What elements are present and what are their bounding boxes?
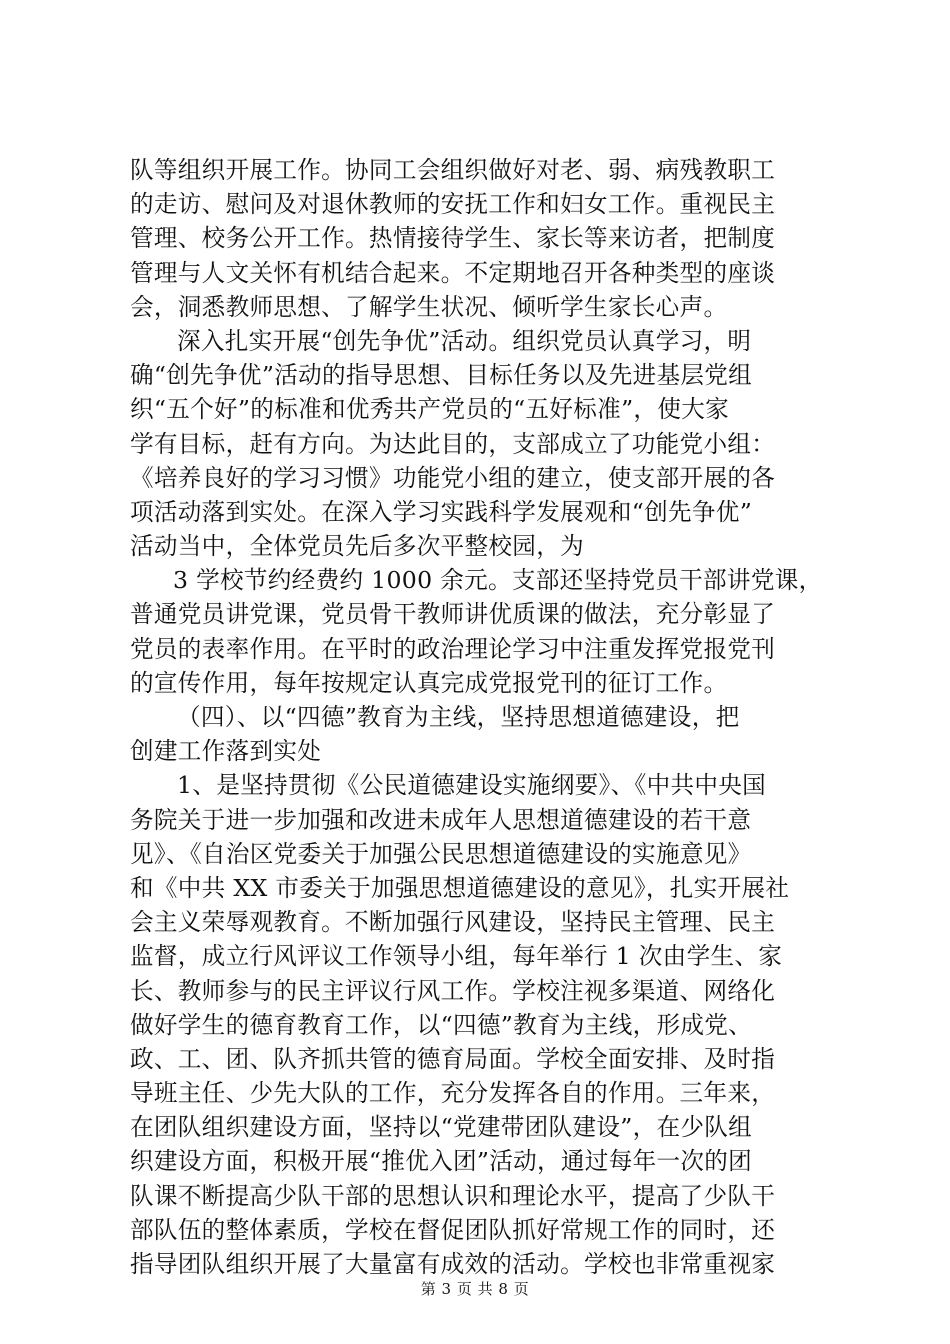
text-line: 管理、校务公开工作。热情接待学生、家长等来访者，把制度 xyxy=(130,224,776,253)
text-line: 长、教师参与的民主评议行风工作。学校注视多渠道、网络化 xyxy=(130,976,776,1005)
text-line: 导班主任、少先大队的工作，充分发挥各自的作用。三年来， xyxy=(130,1079,776,1108)
text-line: 部队伍的整体素质，学校在督促团队抓好常规工作的同时，还 xyxy=(130,1215,776,1244)
text-line: 确“创先争优”活动的指导思想、目标任务以及先进基层党组 xyxy=(130,361,753,390)
text-line: 在团队组织建设方面，坚持以“党建带团队建设”，在少队组 xyxy=(130,1113,753,1142)
text-line: 监督，成立行风评议工作领导小组，每年举行 1 次由学生、家 xyxy=(130,942,783,971)
text-line: 做好学生的德育教育工作，以“四德”教育为主线，形成党、 xyxy=(130,1010,753,1039)
text-line: 会，洞悉教师思想、了解学生状况、倾听学生家长心声。 xyxy=(130,292,728,321)
page-number-footer: 第 3 页 共 8 页 xyxy=(420,1280,530,1298)
text-line: 见》、《自治区党委关于加强公民思想道德建设的实施意见》 xyxy=(130,839,752,868)
paragraph-start-line: 3 学校节约经费约 1000 余元。支部还坚持党员干部讲党课， xyxy=(173,566,823,595)
text-line: 党员的表率作用。在平时的政治理论学习中注重发挥党报党刊 xyxy=(130,634,776,663)
text-line: 队等组织开展工作。协同工会组织做好对老、弱、病残教职工 xyxy=(130,156,776,184)
text-line: 的宣传作用，每年按规定认真完成党报党刊的征订工作。 xyxy=(130,668,728,697)
text-line: 活动当中，全体党员先后多次平整校园，为 xyxy=(130,532,584,561)
text-line: 会主义荣辱观教育。不断加强行风建设，坚持民主管理、民主 xyxy=(130,908,776,937)
text-line: 政、工、团、队齐抓共管的德育局面。学校全面安排、及时指 xyxy=(130,1044,776,1073)
document-body xyxy=(130,153,830,1281)
text-line: 《培养良好的学习习惯》功能党小组的建立，使支部开展的各 xyxy=(130,463,776,492)
text-line: 项活动落到实处。在深入学习实践科学发展观和“创先争优” xyxy=(130,497,753,526)
text-line: 队课不断提高少队干部的思想认识和理论水平，提高了少队干 xyxy=(130,1181,776,1210)
text-line: 和《中共 XX 市委关于加强思想道德建设的意见》，扎实开展社 xyxy=(130,873,790,902)
text-line: 务院关于进一步加强和改进未成年人思想道德建设的若干意 xyxy=(130,805,752,834)
text-line: 普通党员讲党课，党员骨干教师讲优质课的做法，充分彰显了 xyxy=(130,600,776,629)
text-line: 织建设方面，积极开展“推优入团”活动，通过每年一次的团 xyxy=(130,1147,753,1176)
text-line: 指导团队组织开展了大量富有成效的活动。学校也非常重视家 xyxy=(130,1250,776,1278)
text-line: 管理与人文关怀有机结合起来。不定期地召开各种类型的座谈 xyxy=(130,258,776,287)
section-heading-line: 创建工作落到实处 xyxy=(130,737,322,766)
section-heading-line: （四）、以“四德”教育为主线，坚持思想道德建设，把 xyxy=(177,703,740,731)
paragraph-start-line: 1、是坚持贯彻《公民道德建设实施纲要》、《中共中央国 xyxy=(177,771,767,800)
paragraph-start-line: 深入扎实开展“创先争优”活动。组织党员认真学习，明 xyxy=(177,326,752,355)
text-line: 学有目标，赶有方向。为达此目的，支部成立了功能党小组： xyxy=(130,429,776,458)
text-line: 的走访、慰问及对退休教师的安抚工作和妇女工作。重视民主 xyxy=(130,190,776,219)
text-line: 织“五个好”的标准和优秀共产党员的“五好标准”，使大家 xyxy=(130,395,730,424)
